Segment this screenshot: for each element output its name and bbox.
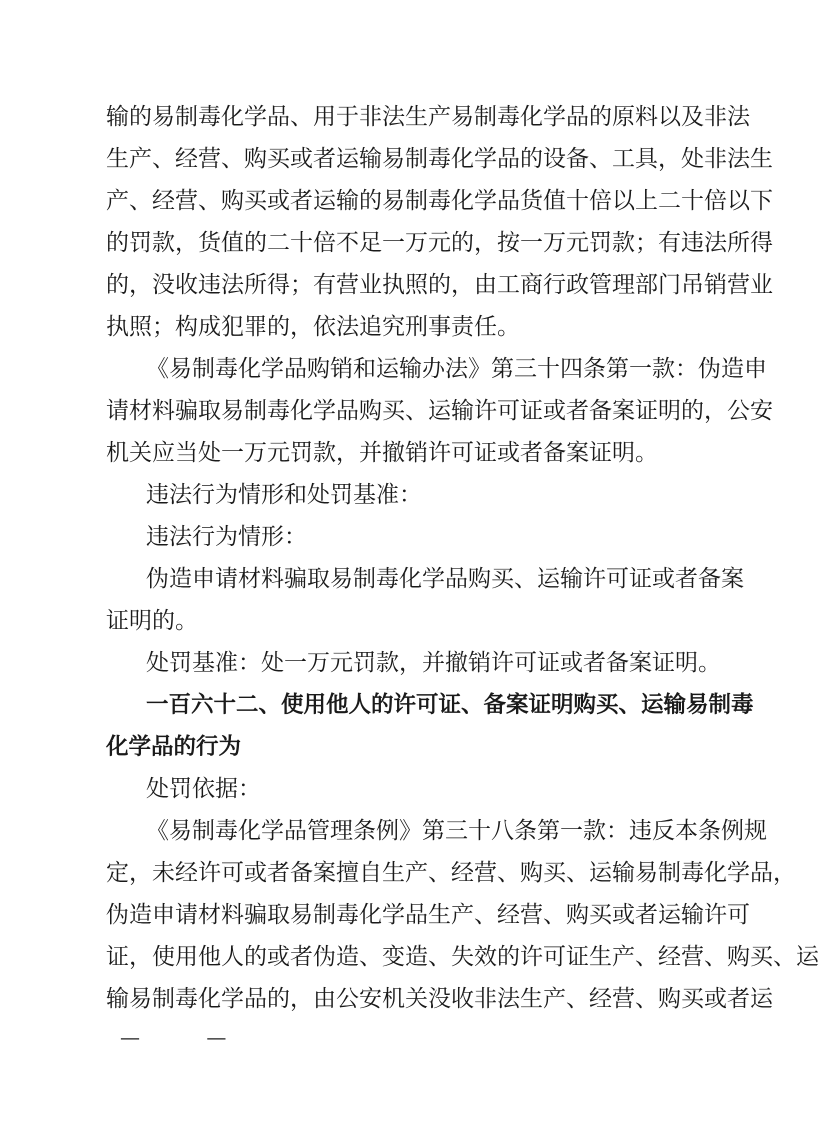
penalty-standard: 处罚基准：处一万元罚款，并撤销许可证或者备案证明。: [146, 650, 721, 676]
body-text-line: 生产、经营、购买或者运输易制毒化学品的设备、工具，处非法生: [106, 146, 773, 172]
section-label: 违法行为情形：: [146, 524, 307, 550]
body-text-line: 证，使用他人的或者伪造、变造、失效的许可证生产、经营、购买、运: [106, 944, 819, 970]
body-text-line: 定，未经许可或者备案擅自生产、经营、购买、运输易制毒化学品，: [106, 860, 796, 886]
paragraph-first-line: 伪造申请材料骗取易制毒化学品购买、运输许可证或者备案: [146, 566, 744, 592]
body-text-line: 机关应当处一万元罚款，并撤销许可证或者备案证明。: [106, 440, 658, 466]
body-text-line: 的，没收违法所得；有营业执照的，由工商行政管理部门吊销营业: [106, 272, 773, 298]
page-number: — —: [120, 1025, 257, 1049]
paragraph-first-line: 《易制毒化学品管理条例》第三十八条第一款：违反本条例规: [146, 818, 767, 844]
body-text-line: 的罚款，货值的二十倍不足一万元的，按一万元罚款；有违法所得: [106, 230, 773, 256]
body-text-line: 产、经营、购买或者运输的易制毒化学品货值十倍以上二十倍以下: [106, 188, 773, 214]
section-heading: 化学品的行为: [106, 734, 242, 760]
section-label: 处罚依据：: [146, 776, 261, 802]
section-heading: 一百六十二、使用他人的许可证、备案证明购买、运输易制毒: [146, 692, 754, 718]
body-text-line: 证明的。: [106, 608, 198, 634]
body-text-line: 请材料骗取易制毒化学品购买、运输许可证或者备案证明的，公安: [106, 398, 773, 424]
body-text-line: 执照；构成犯罪的，依法追究刑事责任。: [106, 314, 520, 340]
body-text-line: 输易制毒化学品的，由公安机关没收非法生产、经营、购买或者运: [106, 986, 773, 1012]
body-text-line: 输的易制毒化学品、用于非法生产易制毒化学品的原料以及非法: [106, 104, 750, 130]
paragraph-first-line: 《易制毒化学品购销和运输办法》第三十四条第一款：伪造申: [146, 356, 767, 382]
body-text-line: 伪造申请材料骗取易制毒化学品生产、经营、购买或者运输许可: [106, 902, 750, 928]
section-label: 违法行为情形和处罚基准：: [146, 482, 422, 508]
